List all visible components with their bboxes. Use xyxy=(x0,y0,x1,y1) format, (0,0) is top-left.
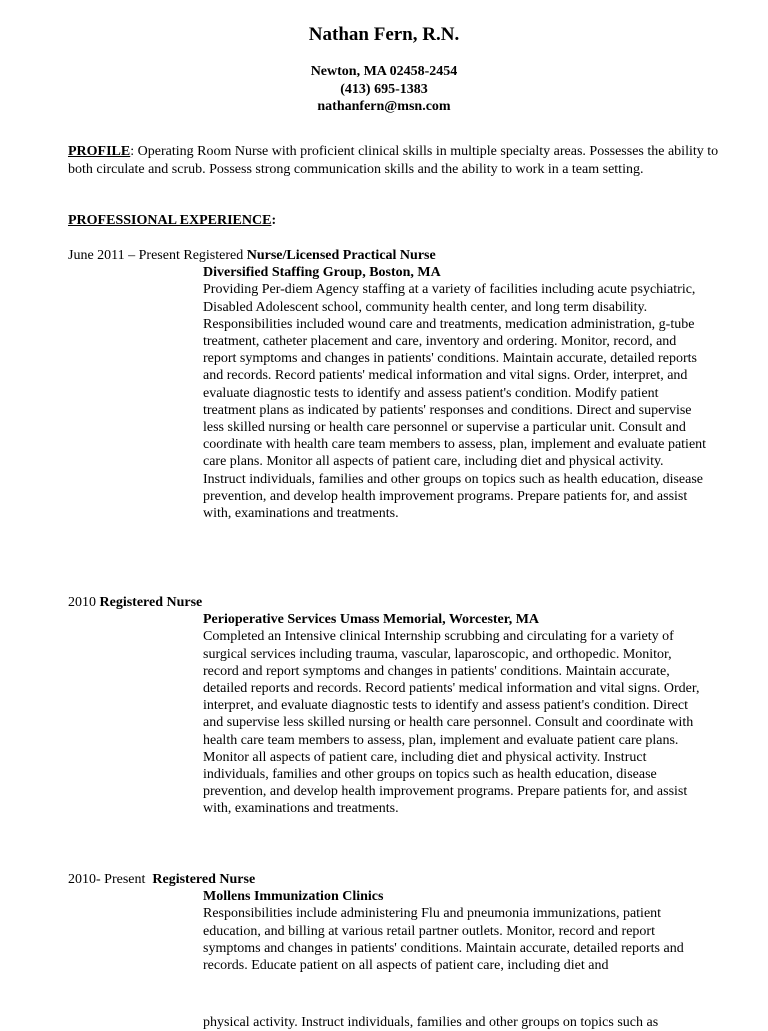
contact-block xyxy=(0,63,768,116)
job-dates: 2010- Present xyxy=(68,872,153,887)
experience-title-suffix: : xyxy=(271,213,277,228)
job-title: Nurse/Licensed Practical Nurse xyxy=(246,248,436,263)
job-description: Responsibilities include administering Flu and pneumonia immunizations, patient education, and billing at various retail partner outlets. Monitor, record and report symptoms and changes in patients' conditions. Maintain accurate, detailed reports and records. Educate patient on all aspects of patient care, including diet and xyxy=(203,906,684,974)
job-description: Completed an Intensive clinical Internship scrubbing and circulating for a variety of surgical services including trauma, vascular, laparoscopic, and orthopedic. Monitor, record and report symptoms and changes in patients' conditions. Maintain accurate, detailed reports and records. Record patients' medical information and vital signs. Order, interpret, and evaluate diagnostic tests to identify and assess patient's condition. Direct and supervise less skilled nursing or health care personnel. Consult and coordinate with health care team members to assess, plan, implement and evaluate patient care plans. Monitor all aspects of patient care, including diet and physical activity. Instruct individuals, families and other groups on topics such as health education, disease prevention, and develop health improvement programs. Prepare patients for, and assist with, examinations and treatments. xyxy=(203,629,700,817)
job-dates: 2010 xyxy=(68,595,100,610)
address: Newton, MA 02458-2454 xyxy=(310,64,458,79)
experience-title: PROFESSIONAL EXPERIENCE xyxy=(68,213,272,228)
job-organization: Diversified Staffing Group, Boston, MA xyxy=(203,265,441,281)
job-organization: Mollens Immunization Clinics xyxy=(203,889,384,905)
profile-label: PROFILE xyxy=(68,144,131,159)
experience-heading xyxy=(68,213,276,229)
job-body xyxy=(203,888,708,974)
candidate-name: Nathan Fern, R.N. xyxy=(308,24,460,45)
job-entry xyxy=(68,594,708,818)
profile-section xyxy=(68,143,724,178)
job-header xyxy=(68,594,708,611)
email: nathanfern@msn.com xyxy=(317,99,451,114)
job-entry xyxy=(68,871,708,974)
job-organization: Perioperative Services Umass Memorial, Worcester, MA xyxy=(203,612,540,628)
profile-text: : Operating Room Nurse with proficient clinical skills in multiple specialty areas. Possesses the ability to both circulate and scrub. Possess strong communication skills and the ability to work in a team setting. xyxy=(68,144,719,177)
job-entry xyxy=(68,247,708,522)
job-header xyxy=(68,871,708,888)
page-cutoff-text: physical activity. Instruct individuals, families and other groups on topics such as xyxy=(203,1015,659,1030)
job-description: Providing Per-diem Agency staffing at a variety of facilities including acute psychiatric, Disabled Adolescent school, community health center, and long term disability. Responsibilities included wound care and treatments, medication administration, g-tube treatment, catheter placement and care, inventory and ordering. Monitor, record, and report symptoms and changes in patients' conditions. Maintain accurate, detailed reports and records. Record patients' medical information and vital signs. Order, interpret, and evaluate diagnostic tests to identify and assess patient's condition. Modify patient treatment plans as indicated by patients' responses and conditions. Direct and supervise less skilled nursing or health care personnel or supervise a particular unit. Consult and coordinate with health care team members to assess, plan, implement and evaluate patient care plans. Monitor all aspects of patient care, including diet and physical activity. Instruct individuals, families and other groups on topics such as health education, disease prevention, and develop health improvement programs. Prepare patients for, and assist with, examinations and treatments. xyxy=(203,282,707,522)
job-header xyxy=(68,247,708,264)
job-dates: June 2011 – Present Registered xyxy=(68,248,247,263)
job-title: Registered Nurse xyxy=(152,872,256,887)
phone: (413) 695-1383 xyxy=(340,81,428,97)
job-body xyxy=(203,264,708,522)
job-body xyxy=(203,611,708,817)
job-title: Registered Nurse xyxy=(99,595,203,610)
